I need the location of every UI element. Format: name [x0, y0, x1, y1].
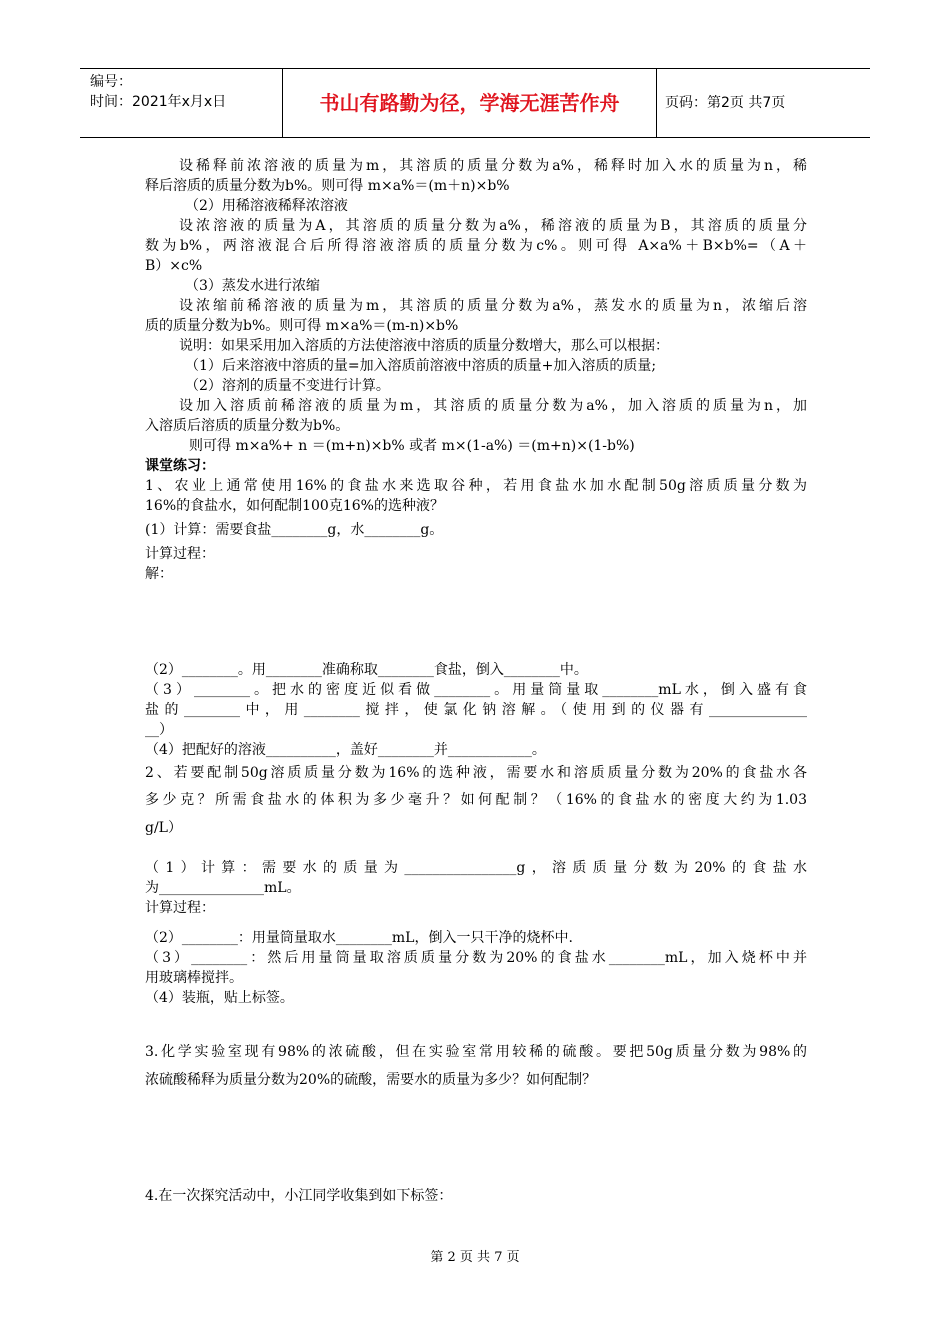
text-line: 解： [145, 566, 173, 582]
text-line: 1、农业上通常使用16%的食盐水来选取谷种，若用食盐水加水配制50g溶质质量分数为 [145, 478, 807, 494]
text-line: 数为b%，两溶液混合后所得溶液溶质的质量分数为c%。则可得 A×a%＋B×b%=（A＋ [145, 238, 807, 254]
text-line: （3）________：然后用量筒量取溶质质量分数为20%的食盐水________mL，加入烧杯中并 [145, 950, 807, 966]
text-line: （3）________。把水的密度近似看做________。用量筒量取________mL水，倒入盛有食 [145, 682, 807, 698]
text-line: 为_______________mL。 [145, 880, 301, 896]
text-line: 则可得 m×a%+ n ＝(m+n)×b% 或者 m×(1-a%) ＝(m+n)×(1-b%) [189, 438, 635, 454]
text-line: g/L） [145, 820, 182, 836]
text-line: 用玻璃棒搅拌。 [145, 970, 243, 986]
text-line: （4）装瓶，贴上标签。 [145, 990, 294, 1006]
text-line: 设稀释前浓溶液的质量为m，其溶质的质量分数为a%，稀释时加入水的质量为n，稀 [179, 158, 807, 174]
document-body [145, 156, 807, 1206]
text-line: 设浓溶液的质量为A，其溶质的质量分数为a%，稀溶液的质量为B，其溶质的质量分 [179, 218, 807, 234]
text-line: （1）计算：需要水的质量为________________g，溶质质量分数为20%的食盐水 [145, 860, 807, 876]
text-line: 计算过程： [145, 900, 215, 916]
text-line: 3.化学实验室现有98%的浓硫酸，但在实验室常用较稀的硫酸。要把50g质量分数为98%的 [145, 1044, 807, 1060]
text-line: （2）用稀溶液稀释浓溶液 [185, 198, 348, 214]
text-line: __） [145, 722, 173, 738]
text-line: 浓硫酸稀释为质量分数为20%的硫酸，需要水的质量为多少？如何配制？ [145, 1072, 597, 1088]
text-line: B）×c% [145, 258, 203, 274]
section-heading: 课堂练习： [145, 458, 215, 474]
text-line: 盐的________中，用________搅拌，使氯化钠溶解。（使用到的仪器有______________ [145, 702, 807, 718]
text-line: 说明：如果采用加入溶质的方法使溶液中溶质的质量分数增大，那么可以根据： [179, 338, 669, 354]
text-line: （4）把配好的溶液__________，盖好________并____________。 [145, 742, 546, 758]
text-line: 释后溶质的质量分数为b%。则可得 m×a%＝(m＋n)×b% [145, 178, 510, 194]
text-line: 16%的食盐水，如何配制100克16%的选种液？ [145, 498, 444, 514]
text-line: （1）后来溶液中溶质的量=加入溶质前溶液中溶质的质量+加入溶质的质量; [185, 358, 657, 374]
header-motto: 书山有路勤为径，学海无涯苦作舟 [283, 69, 657, 137]
text-line: （2）________：用量筒量取水________mL，倒入一只干净的烧杯中. [145, 930, 573, 946]
text-line: 设加入溶质前稀溶液的质量为m，其溶质的质量分数为a%，加入溶质的质量为n，加 [179, 398, 807, 414]
date-label: 时间：2021年x月x日 [90, 94, 227, 110]
text-line: （2）________。用________准确称取________食盐，倒入________中。 [145, 662, 588, 678]
text-line: 多少克？所需食盐水的体积为多少毫升？如何配制？（16%的食盐水的密度大约为1.03 [145, 792, 807, 808]
header-meta-cell [80, 69, 283, 137]
text-line: (1）计算：需要食盐________g，水________g。 [145, 522, 444, 538]
text-line: 质的质量分数为b%。则可得 m×a%＝(m-n)×b% [145, 318, 459, 334]
text-line: （2）溶剂的质量不变进行计算。 [185, 378, 390, 394]
doc-number-label: 编号： [90, 74, 132, 90]
text-line: 2、若要配制50g溶质质量分数为16%的选种液，需要水和溶质质量分数为20%的食盐水各 [145, 765, 807, 781]
text-line: 计算过程： [145, 546, 215, 562]
text-line: 入溶质后溶质的质量分数为b%。 [145, 418, 350, 434]
page-header [80, 68, 870, 138]
text-line: 4.在一次探究活动中，小江同学收集到如下标签： [145, 1188, 453, 1204]
page-footer: 第 2 页 共 7 页 [430, 1250, 520, 1265]
text-line: 设浓缩前稀溶液的质量为m，其溶质的质量分数为a%，蒸发水的质量为n，浓缩后溶 [179, 298, 807, 314]
text-line: （3）蒸发水进行浓缩 [185, 278, 320, 294]
header-page-info: 页码：第2页 共7页 [665, 95, 786, 111]
